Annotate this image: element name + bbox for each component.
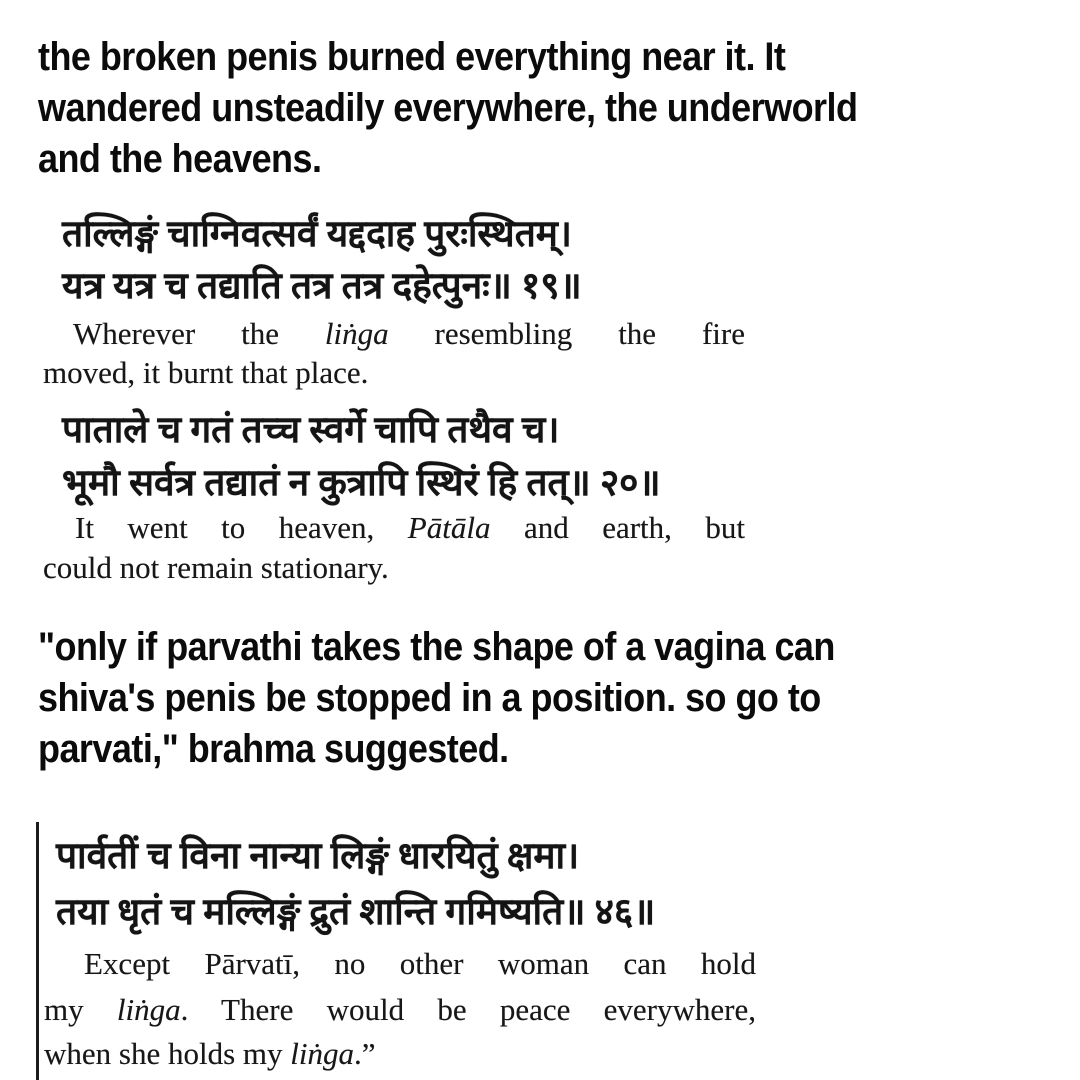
translation-text: when she holds my [44, 1036, 291, 1071]
sanskrit-verse-line: तल्लिङ्गं चाग्निवत्सर्वं यद्ददाह पुरःस्थितम्। [62, 214, 572, 255]
translation-line [44, 992, 756, 1028]
sanskrit-verse-line: पाताले च गतं तच्च स्वर्गे चापि तथैव च। [62, 410, 560, 451]
top-commentary [38, 32, 857, 185]
sanskrit-verse-line: पार्वतीं च विना नान्या लिङ्गं धारयितुं क्षमा। [56, 836, 580, 877]
sanskrit-verse-line: तया धृतं च मल्लिङ्गं द्रुतं शान्ति गमिष्यति॥ ४६॥ [56, 892, 656, 933]
translation-text: my [44, 992, 117, 1027]
scan-margin-rule [36, 822, 39, 1080]
translation-text: Wherever the [73, 316, 325, 351]
translation-text: It went to heaven, [75, 510, 408, 545]
translation-italic-term: Pātāla [407, 510, 491, 545]
translation-italic-term: liṅga [324, 316, 389, 351]
mid-commentary-line: "only if parvathi takes the shape of a vagina can [38, 625, 835, 669]
translation-line [43, 510, 745, 546]
mid-commentary-line: parvati," brahma suggested. [38, 727, 509, 771]
top-commentary-line: the broken penis burned everything near it. It [38, 35, 786, 79]
translation-italic-term: liṅga [290, 1036, 354, 1071]
translation-line [43, 316, 745, 352]
sanskrit-verse-line: यत्र यत्र च तद्याति तत्र तत्र दहेत्पुनः॥ १९॥ [62, 266, 582, 307]
sanskrit-verse-line: भूमौ सर्वत्र तद्यातं न कुत्रापि स्थिरं हि तत्॥ २०॥ [62, 463, 661, 504]
translation-text: . There would be peace everywhere, [180, 992, 756, 1027]
translation-text: and earth, but [490, 510, 746, 545]
translation-italic-term: liṅga [116, 992, 181, 1027]
mid-commentary [38, 622, 835, 775]
top-commentary-line: wandered unsteadily everywhere, the underworld [38, 86, 858, 130]
translation-line: Except Pārvatī, no other woman can hold [84, 946, 756, 981]
translation-line: could not remain stationary. [43, 550, 389, 585]
mid-commentary-line: shiva's penis be stopped in a position. so go to [38, 676, 821, 720]
translation-line [44, 1036, 376, 1072]
translation-text: .” [354, 1036, 376, 1071]
top-commentary-line: and the heavens. [38, 137, 322, 181]
translation-text: resembling the fire [388, 316, 745, 351]
translation-line: moved, it burnt that place. [43, 355, 369, 390]
